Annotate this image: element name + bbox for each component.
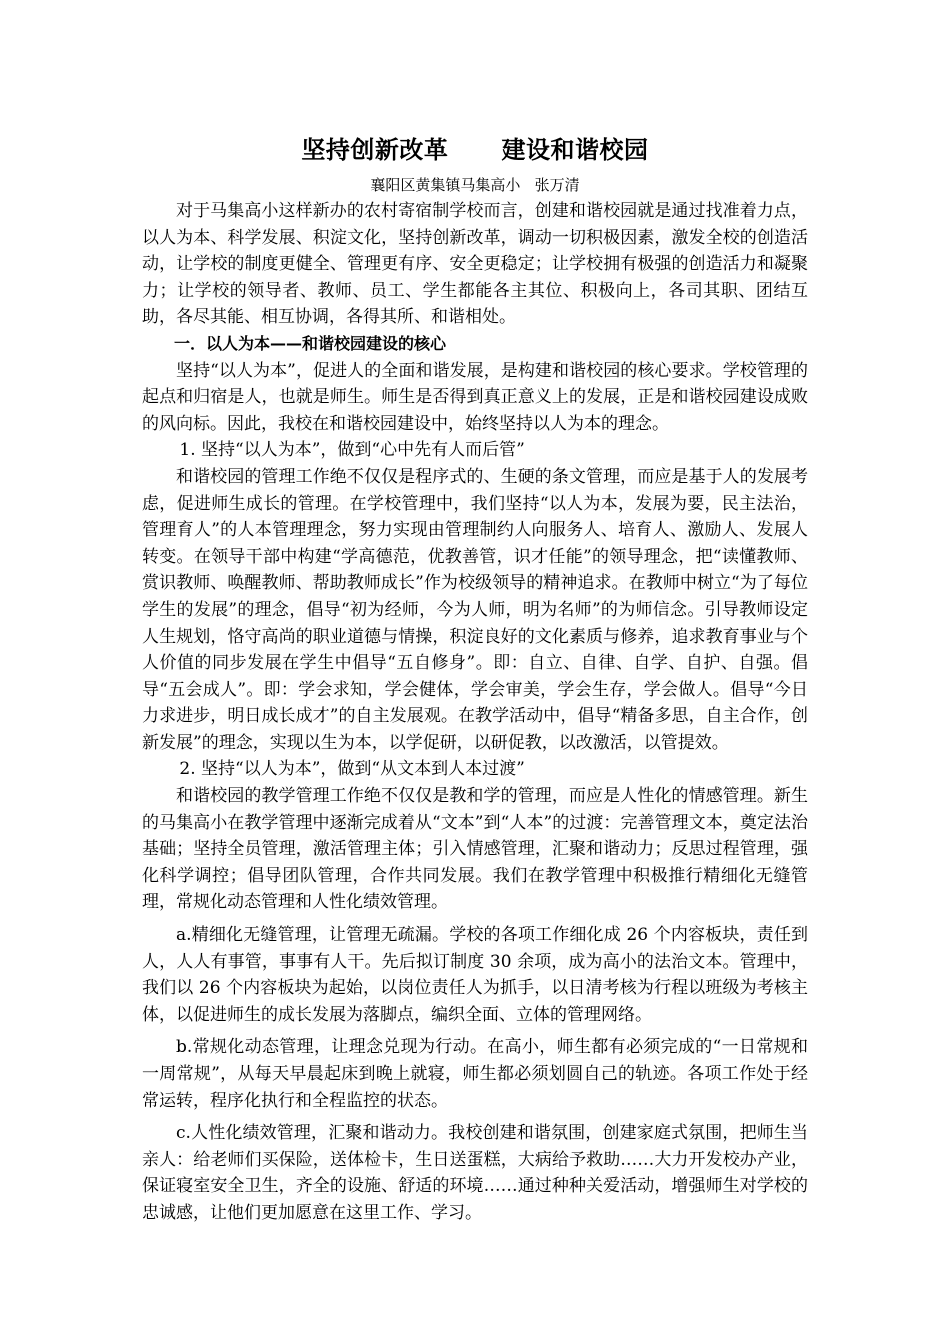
item-b-paragraph: b.常规化动态管理，让理念兑现为行动。在高小，师生都有必须完成的“一日常规和一周常规”，从每天早晨起床到晚上就寝，师生都必须划圆自己的轨迹。各项工作处于经常运转，程序化执行和全程监控的状态。 (142, 1037, 808, 1111)
section-1-paragraph: 坚持“以人为本”，促进人的全面和谐发展，是构建和谐校园的核心要求。学校管理的起点和归宿是人，也就是师生。师生是否得到真正意义上的发展，正是和谐校园建设成败的风向标。因此，我校在和谐校园建设中，始终坚持以人为本的理念。 (142, 360, 808, 434)
intro-paragraph: 对于马集高小这样新办的农村寄宿制学校而言，创建和谐校园就是通过找准着力点，以人为本、科学发展、积淀文化，坚持创新改革，调动一切积极因素，激发全校的创造活动，让学校的制度更健全、管理更有序、安全更稳定；让学校拥有极强的创造活力和凝聚力；让学校的领导者、教师、员工、学生都能各主其位、积极向上，各司其职、团结互助，各尽其能、相互协调，各得其所、和谐相处。 (142, 201, 808, 328)
document-page (142, 128, 808, 1227)
subsection-2-paragraph: 和谐校园的教学管理工作绝不仅仅是教和学的管理，而应是人性化的情感管理。新生的马集高小在教学管理中逐渐完成着从“文本”到“人本”的过渡：完善管理文本，奠定法治基础；坚持全员管理，激活管理主体；引入情感管理，汇聚和谐动力；反思过程管理，强化科学调控；倡导团队管理，合作共同发展。我们在教学管理中积极推行精细化无缝管理，常规化动态管理和人性化绩效管理。 (142, 786, 808, 913)
subsection-1-paragraph: 和谐校园的管理工作绝不仅仅是程序式的、生硬的条文管理，而应是基于人的发展考虑，促进师生成长的管理。在学校管理中，我们坚持“以人为本，发展为要，民主法治，管理育人”的人本管理理念，努力实现由管理制约人向服务人、培育人、激励人、发展人转变。在领导干部中构建“学高德范，优教善管，识才任能”的领导理念，把“读懂教师、赏识教师、唤醒教师、帮助教师成长”作为校级领导的精神追求。在教师中树立“为了每位学生的发展”的理念，倡导“初为经师，今为人师，明为名师”的为师信念。引导教师设定人生规划，恪守高尚的职业道德与情操，积淀良好的文化素质与修养，追求教育事业与个人价值的同步发展在学生中倡导“五自修身”。即：自立、自律、自学、自护、自强。倡导“五会成人”。即：学会求知，学会健体，学会审美，学会生存，学会做人。倡导“今日力求进步，明日成长成才”的自主发展观。在教学活动中，倡导“精备多思，自主合作，创新发展”的理念，实现以生为本，以学促研，以研促教，以改激活，以管提效。 (142, 466, 808, 753)
document-title: 坚持创新改革 建设和谐校园 (301, 135, 649, 164)
subsection-heading-2: 2. 坚持“以人为本”，做到“从文本到人本过渡” (179, 759, 525, 780)
author-line: 襄阳区黄集镇马集高小 张万清 (370, 176, 580, 194)
subsection-heading-1: 1. 坚持“以人为本”，做到“心中先有人而后管” (179, 440, 525, 461)
section-heading-1: 一．以人为本——和谐校园建设的核心 (174, 333, 447, 353)
item-a-paragraph: a.精细化无缝管理，让管理无疏漏。学校的各项工作细化成 26 个内容板块，责任到人，人人有事管，事事有人干。先后拟订制度 30 余项，成为高小的法治文本。管理中，我们以 26 个内容板块为起始，以岗位责任人为抓手，以日清考核为行程以班级为考核主体，以促进师生的成长发展为落脚点，编织全面、立体的管理网络。 (142, 925, 808, 1025)
item-c-paragraph: c.人性化绩效管理，汇聚和谐动力。我校创建和谐氛围，创建家庭式氛围，把师生当亲人：给老师们买保险，送体检卡，生日送蛋糕，大病给予救助……大力开发校办产业，保证寝室安全卫生，齐全的设施、舒适的环境……通过种种关爱活动，增强师生对学校的忠诚感，让他们更加愿意在这里工作、学习。 (142, 1123, 808, 1223)
